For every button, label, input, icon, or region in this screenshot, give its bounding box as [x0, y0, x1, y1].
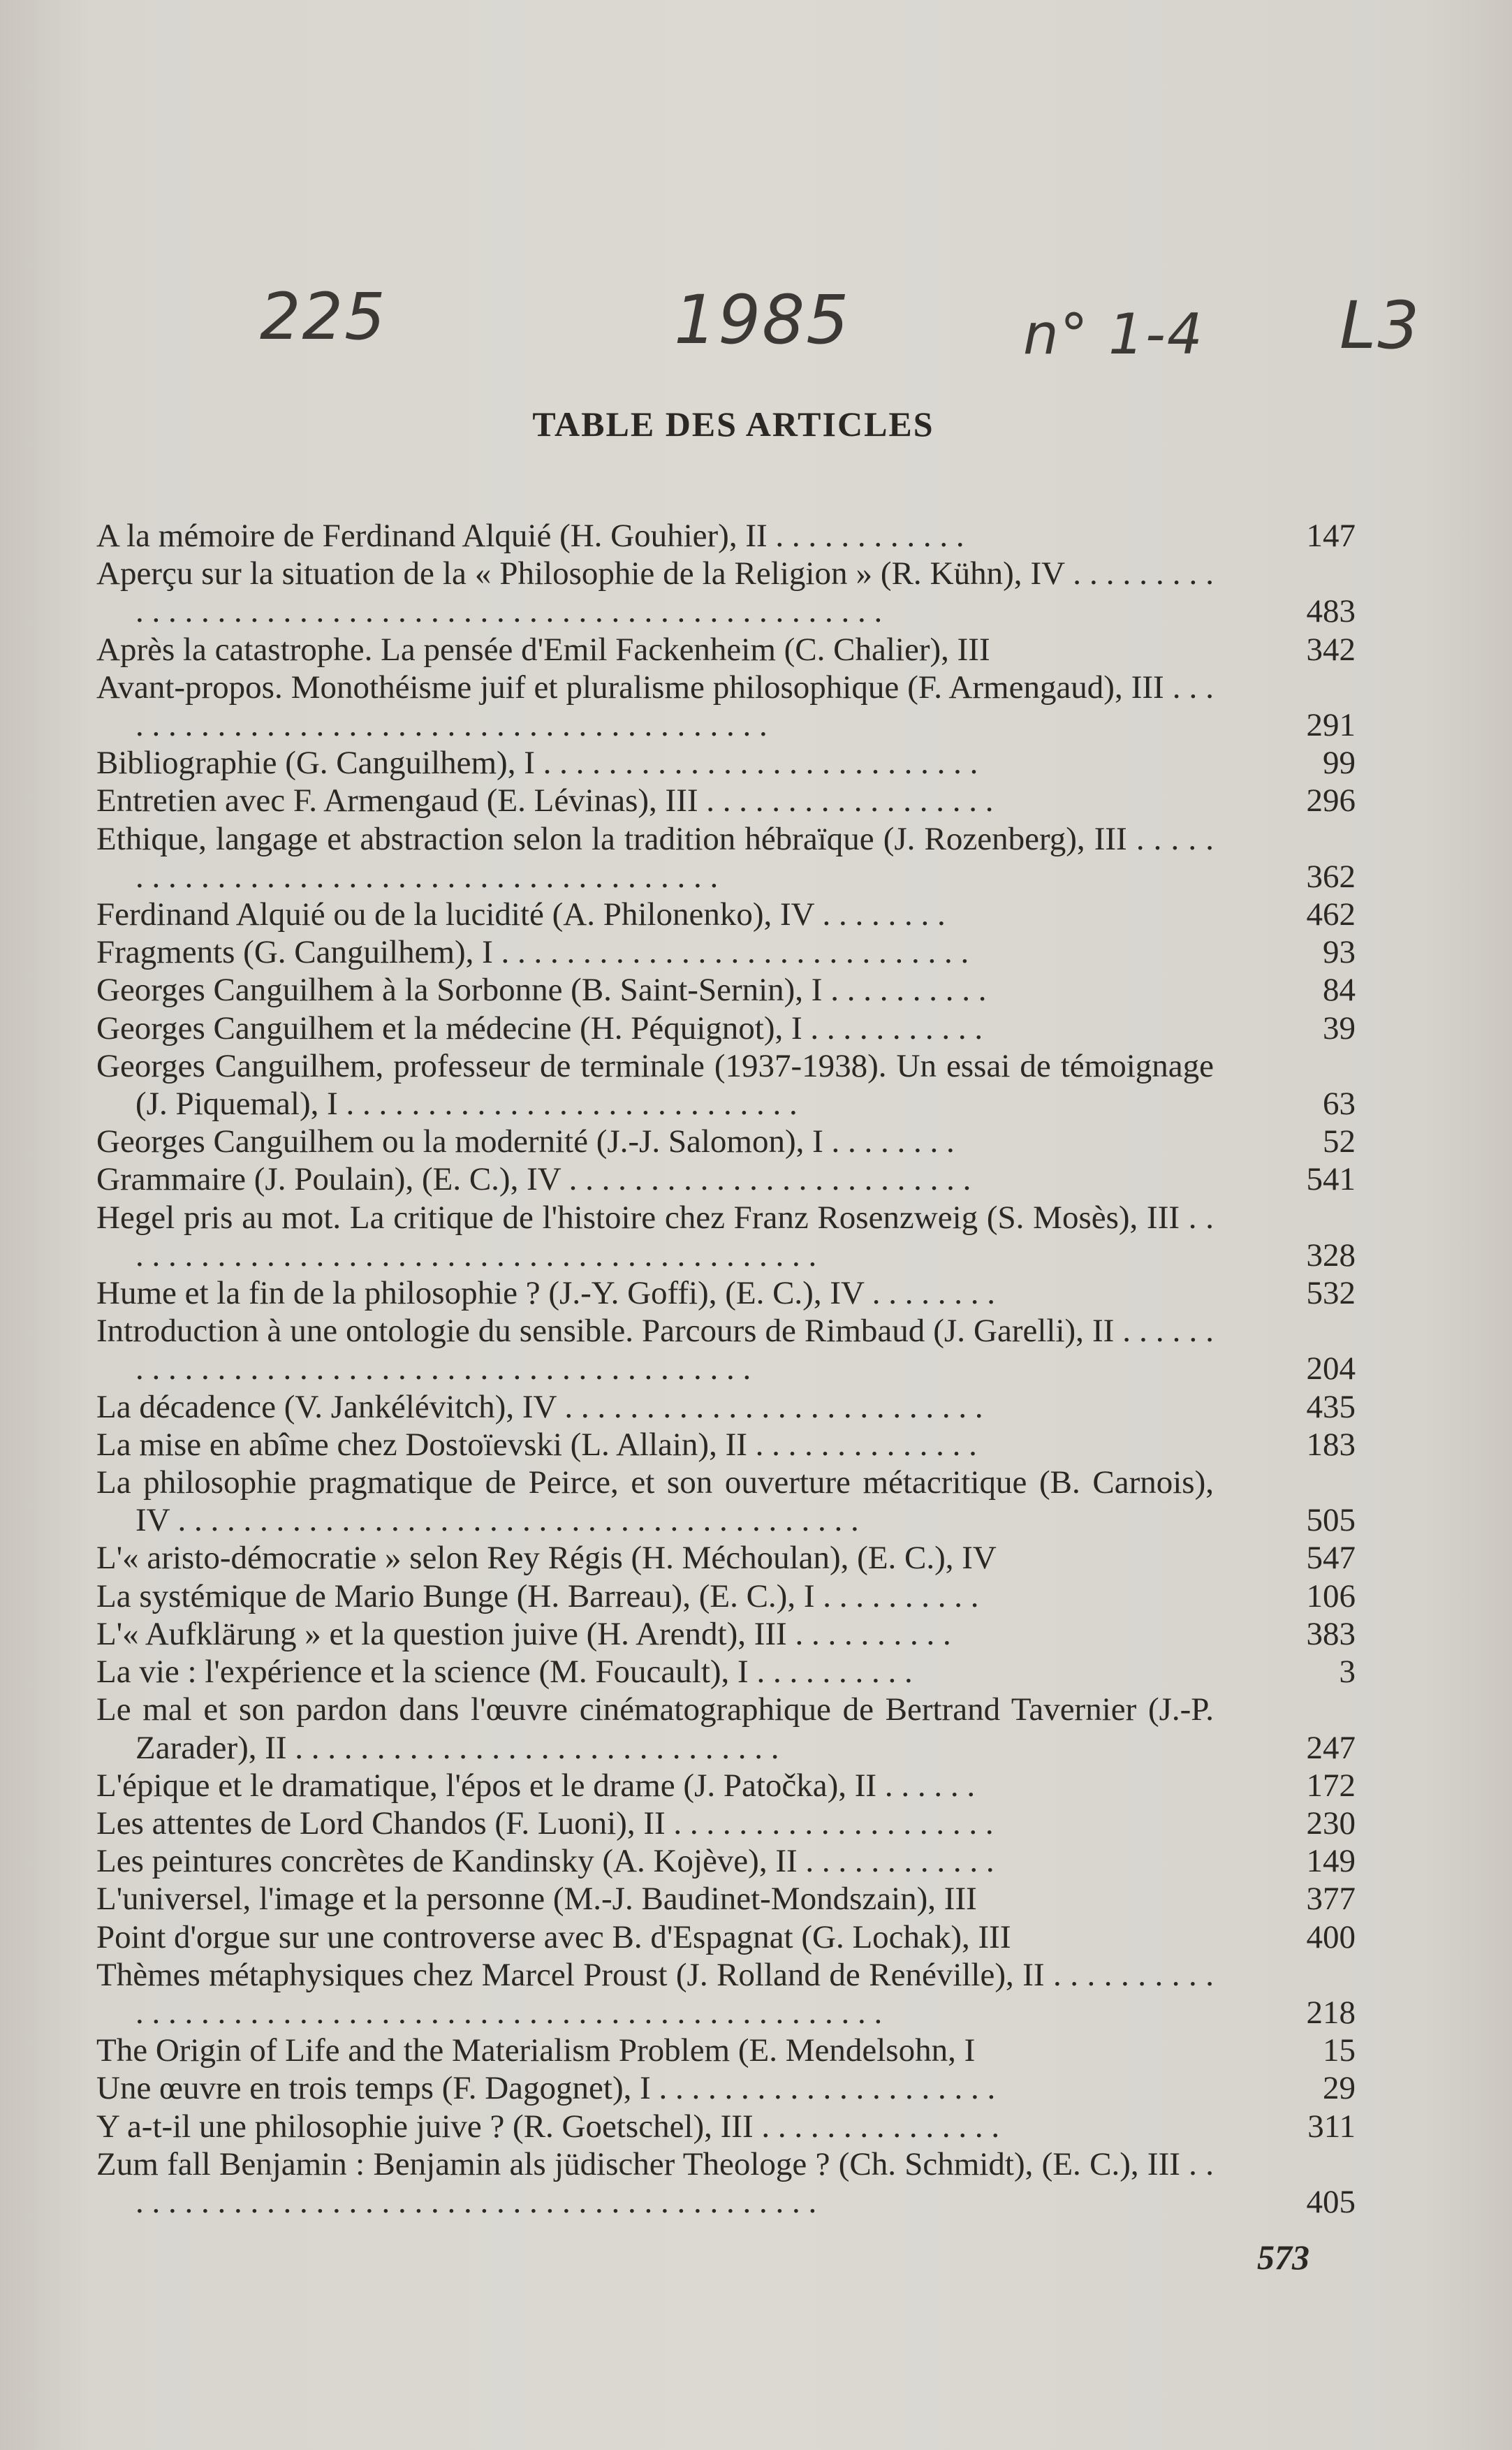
toc-entry	[96, 1767, 1357, 1804]
entry-text: A la mémoire de Ferdinand Alquié (H. Gouhier), II . . . . . . . . . . . .	[96, 518, 964, 554]
entry-text: La philosophie pragmatique de Peirce, et son ouverture métacritique (B. Carnois), IV . . . . . . . . . . . . . . . . . . . . . . . . . . . . . . . . . . . . . . . . . .	[96, 1464, 1214, 1539]
toc-entry	[96, 2032, 1357, 2069]
entry-page: 99	[1323, 745, 1356, 782]
entry-text: La vie : l'expérience et la science (M. Foucault), I . . . . . . . . . .	[96, 1654, 913, 1691]
toc-entry	[96, 1918, 1357, 1956]
toc-entry	[96, 1312, 1357, 1387]
entry-text: Hegel pris au mot. La critique de l'histoire chez Franz Rosenzweig (S. Mosès), III . . . . . . . . . . . . . . . . . . . . . . . . . . . . . . . . . . . . . . . . . . . .	[96, 1199, 1214, 1274]
entry-page: 204	[1306, 1350, 1356, 1387]
entry-text: Aperçu sur la situation de la « Philosophie de la Religion » (R. Kühn), IV . . . . . . . . . . . . . . . . . . . . . . . . . . . . . . . . . . . . . . . . . . . . . . . . . . . . . . .	[96, 555, 1214, 630]
toc-entry	[96, 2108, 1357, 2145]
toc-entry	[96, 555, 1357, 630]
handwritten-issue: n° 1-4	[1023, 302, 1204, 367]
entry-text: Grammaire (J. Poulain), (E. C.), IV . . . . . . . . . . . . . . . . . . . . . . . . .	[96, 1161, 971, 1198]
entry-text: Point d'orgue sur une controverse avec B. d'Espagnat (G. Lochak), III	[96, 1918, 1011, 1955]
toc-entry	[96, 1577, 1357, 1615]
entry-text: Georges Canguilhem et la médecine (H. Péquignot), I . . . . . . . . . . .	[96, 1009, 983, 1047]
entry-text: Ethique, langage et abstraction selon la tradition hébraïque (J. Rozenberg), III . . . . . . . . . . . . . . . . . . . . . . . . . . . . . . . . . . . . . . . . .	[96, 820, 1214, 895]
toc-entry	[96, 2145, 1357, 2221]
entry-text: Hume et la fin de la philosophie ? (J.-Y. Goffi), (E. C.), IV . . . . . . . .	[96, 1275, 996, 1312]
entry-page: 377	[1306, 1881, 1356, 1918]
entry-page: 63	[1323, 1086, 1356, 1123]
toc-entry	[96, 1426, 1357, 1464]
entry-text: L'épique et le dramatique, l'épos et le drame (J. Patočka), II . . . . . .	[96, 1767, 976, 1804]
entry-text: Entretien avec F. Armengaud (E. Lévinas), III . . . . . . . . . . . . . . . . . .	[96, 782, 994, 819]
entry-page: 483	[1306, 593, 1356, 630]
entry-text: The Origin of Life and the Materialism Problem (E. Mendelsohn, I	[96, 2032, 976, 2069]
entry-text: Thèmes métaphysiques chez Marcel Proust (J. Rolland de Renéville), II . . . . . . . . . . . . . . . . . . . . . . . . . . . . . . . . . . . . . . . . . . . . . . . . . . . . . . . .	[96, 1956, 1214, 2031]
toc-entry	[96, 1047, 1357, 1123]
entry-page: 532	[1306, 1275, 1356, 1312]
entry-page: 311	[1307, 2108, 1356, 2145]
entry-text: L'« aristo-démocratie » selon Rey Régis (H. Méchoulan), (E. C.), IV	[96, 1540, 997, 1577]
entry-page: 435	[1306, 1388, 1356, 1425]
entry-text: Georges Canguilhem, professeur de terminale (1937-1938). Un essai de témoignage (J. Piquemal), I . . . . . . . . . . . . . . . . . . . . . . . . . . . .	[96, 1047, 1214, 1123]
toc-entry	[96, 933, 1357, 971]
entry-page: 328	[1306, 1237, 1356, 1274]
toc-entry	[96, 669, 1357, 744]
entry-text: Les peintures concrètes de Kandinsky (A. Kojève), II . . . . . . . . . . . .	[96, 1843, 994, 1880]
toc-entry	[96, 1274, 1357, 1312]
handwritten-shelfmark: L3	[1339, 288, 1421, 364]
entry-page: 149	[1306, 1843, 1356, 1880]
entry-page: 405	[1306, 2183, 1356, 2220]
entry-page: 172	[1306, 1767, 1356, 1804]
toc-entry	[96, 971, 1357, 1009]
entry-page: 296	[1306, 782, 1356, 819]
entry-page: 400	[1306, 1918, 1356, 1955]
entry-page: 106	[1306, 1577, 1356, 1614]
toc-entry	[96, 1160, 1357, 1198]
entry-page: 183	[1306, 1426, 1356, 1463]
entry-text: Fragments (G. Canguilhem), I . . . . . . . . . . . . . . . . . . . . . . . . . . . . .	[96, 934, 969, 971]
entry-page: 291	[1306, 707, 1356, 744]
entry-text: La mise en abîme chez Dostoïevski (L. Allain), II . . . . . . . . . . . . . .	[96, 1426, 977, 1463]
entry-page: 3	[1339, 1654, 1356, 1691]
entry-page: 84	[1323, 972, 1356, 1009]
entry-text: Y a-t-il une philosophie juive ? (R. Goetschel), III . . . . . . . . . . . . . . .	[96, 2108, 1000, 2145]
entry-text: Ferdinand Alquié ou de la lucidité (A. Philonenko), IV . . . . . . . .	[96, 896, 946, 933]
entry-page: 93	[1323, 934, 1356, 971]
entry-text: Bibliographie (G. Canguilhem), I . . . . . . . . . . . . . . . . . . . . . . . . . . .	[96, 745, 978, 782]
entry-page: 541	[1306, 1161, 1356, 1198]
entry-page: 505	[1306, 1502, 1356, 1539]
entry-page: 383	[1306, 1615, 1356, 1652]
page-title: TABLE DES ARTICLES	[532, 404, 934, 444]
toc-entry	[96, 1956, 1357, 2032]
toc-entry	[96, 1009, 1357, 1047]
entry-page: 39	[1323, 1009, 1356, 1047]
entry-text: Introduction à une ontologie du sensible. Parcours de Rimbaud (J. Garelli), II . . . . . . . . . . . . . . . . . . . . . . . . . . . . . . . . . . . . . . . . . . . .	[96, 1313, 1214, 1387]
entry-text: Une œuvre en trois temps (F. Dagognet), I . . . . . . . . . . . . . . . . . . . . .	[96, 2070, 996, 2107]
toc-entry	[96, 631, 1357, 669]
entry-page: 15	[1323, 2032, 1356, 2069]
entry-page: 342	[1306, 631, 1356, 668]
toc-entry	[96, 1804, 1357, 1842]
entry-page: 462	[1306, 896, 1356, 933]
handwritten-year: 1985	[674, 281, 851, 359]
entry-page: 247	[1306, 1729, 1356, 1766]
toc-entry	[96, 517, 1357, 555]
entry-text: L'« Aufklärung » et la question juive (H. Arendt), III . . . . . . . . . .	[96, 1615, 951, 1652]
entry-text: Après la catastrophe. La pensée d'Emil Fackenheim (C. Chalier), III	[96, 631, 990, 668]
toc-entry	[96, 1539, 1357, 1577]
entry-text: Georges Canguilhem à la Sorbonne (B. Saint-Sernin), I . . . . . . . . . .	[96, 972, 987, 1009]
toc-entry	[96, 1615, 1357, 1653]
toc-entry	[96, 1388, 1357, 1426]
toc-entry	[96, 1464, 1357, 1539]
entry-text: L'universel, l'image et la personne (M.-J. Baudinet-Mondszain), III	[96, 1881, 977, 1918]
entry-page: 230	[1306, 1804, 1356, 1842]
entry-page: 362	[1306, 858, 1356, 895]
toc-entry	[96, 782, 1357, 819]
toc-entry	[96, 1199, 1357, 1274]
handwritten-note: 225	[260, 279, 387, 354]
toc-entry	[96, 820, 1357, 896]
toc-entry	[96, 1691, 1357, 1766]
toc-entry	[96, 896, 1357, 933]
entry-text: Le mal et son pardon dans l'œuvre cinématographique de Bertrand Tavernier (J.-P. Zarader), II . . . . . . . . . . . . . . . . . . . . . . . . . . . . . .	[96, 1691, 1214, 1766]
entry-text: Zum fall Benjamin : Benjamin als jüdischer Theologe ? (Ch. Schmidt), (E. C.), III . . . . . . . . . . . . . . . . . . . . . . . . . . . . . . . . . . . . . . . . . . . .	[96, 2145, 1214, 2220]
table-of-articles	[96, 517, 1357, 2221]
entry-page: 547	[1306, 1540, 1356, 1577]
entry-text: Georges Canguilhem ou la modernité (J.-J. Salomon), I . . . . . . . .	[96, 1123, 955, 1160]
entry-text: Les attentes de Lord Chandos (F. Luoni), II . . . . . . . . . . . . . . . . . . . .	[96, 1804, 994, 1842]
toc-entry	[96, 1842, 1357, 1880]
toc-entry	[96, 1880, 1357, 1918]
toc-entry	[96, 1653, 1357, 1691]
entry-page: 218	[1306, 1994, 1356, 2031]
entry-page: 52	[1323, 1123, 1356, 1160]
entry-text: La décadence (V. Jankélévitch), IV . . . . . . . . . . . . . . . . . . . . . . . . . .	[96, 1388, 983, 1425]
entry-page: 147	[1306, 518, 1356, 554]
entry-page: 29	[1323, 2070, 1356, 2107]
entry-text: La systémique de Mario Bunge (H. Barreau), (E. C.), I . . . . . . . . . .	[96, 1577, 979, 1614]
toc-entry	[96, 744, 1357, 782]
page-number: 573	[1257, 2238, 1309, 2277]
toc-entry	[96, 2069, 1357, 2107]
entry-text: Avant-propos. Monothéisme juif et pluralisme philosophique (F. Armengaud), III . . . . . . . . . . . . . . . . . . . . . . . . . . . . . . . . . . . . . . . . . .	[96, 669, 1214, 744]
toc-entry	[96, 1123, 1357, 1160]
